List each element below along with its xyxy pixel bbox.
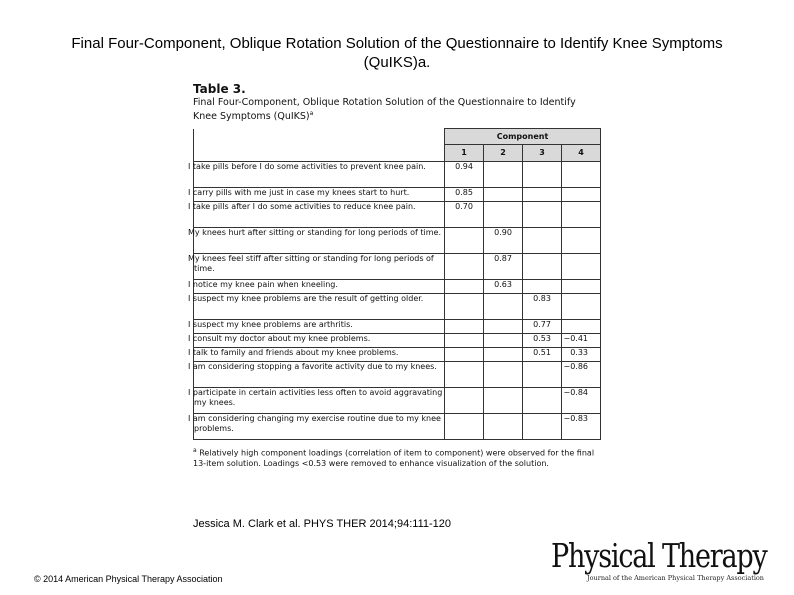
loading-c3 bbox=[523, 188, 562, 202]
loading-c1: 0.70 bbox=[445, 202, 484, 228]
loading-c4 bbox=[562, 280, 601, 294]
loading-c4 bbox=[562, 188, 601, 202]
loading-c1: 0.85 bbox=[445, 188, 484, 202]
loadings-table bbox=[188, 128, 601, 440]
header-row-component bbox=[194, 129, 601, 145]
table-row bbox=[194, 388, 601, 414]
table-figure bbox=[188, 82, 603, 469]
footnote-text: Relatively high component loadings (correlation of item to component) were observed for the final 13-item solution. Loadings <0.53 were removed to enhance visualization of the solution. bbox=[193, 448, 595, 468]
loading-c2 bbox=[484, 362, 523, 388]
loading-c2 bbox=[484, 388, 523, 414]
loading-c2 bbox=[484, 202, 523, 228]
component-header: Component bbox=[445, 129, 601, 145]
loading-c1 bbox=[445, 254, 484, 280]
table-row bbox=[194, 162, 601, 188]
loading-c3 bbox=[523, 162, 562, 188]
table-row bbox=[194, 228, 601, 254]
item-text: I suspect my knee problems are arthritis. bbox=[194, 320, 445, 334]
loading-c1 bbox=[445, 414, 484, 440]
loading-c3 bbox=[523, 202, 562, 228]
table-row bbox=[194, 320, 601, 334]
loading-c2 bbox=[484, 294, 523, 320]
table-row bbox=[194, 202, 601, 228]
item-text: My knees hurt after sitting or standing for long periods of time. bbox=[194, 228, 445, 254]
loading-c4: −0.86 bbox=[562, 362, 601, 388]
item-text: I am considering changing my exercise routine due to my knee problems. bbox=[194, 414, 445, 440]
loading-c1 bbox=[445, 362, 484, 388]
loading-c1 bbox=[445, 320, 484, 334]
loading-c3: 0.77 bbox=[523, 320, 562, 334]
loading-c1 bbox=[445, 280, 484, 294]
component-2-header: 2 bbox=[484, 145, 523, 162]
component-3-header: 3 bbox=[523, 145, 562, 162]
item-text: My knees feel stiff after sitting or standing for long periods of time. bbox=[194, 254, 445, 280]
item-text: I notice my knee pain when kneeling. bbox=[194, 280, 445, 294]
loading-c2 bbox=[484, 162, 523, 188]
loading-c3 bbox=[523, 414, 562, 440]
slide-title: Final Four-Component, Oblique Rotation Solution of the Questionnaire to Identify Knee Symptoms (QuIKS)a. bbox=[71, 35, 723, 71]
loading-c2 bbox=[484, 320, 523, 334]
loading-c2: 0.63 bbox=[484, 280, 523, 294]
table-footnote bbox=[193, 446, 599, 469]
loading-c1: 0.94 bbox=[445, 162, 484, 188]
loading-c2 bbox=[484, 348, 523, 362]
loading-c4: −0.83 bbox=[562, 414, 601, 440]
table-number: Table 3. bbox=[193, 82, 246, 96]
component-4-header: 4 bbox=[562, 145, 601, 162]
loading-c1 bbox=[445, 348, 484, 362]
loading-c2 bbox=[484, 188, 523, 202]
item-text: I participate in certain activities less often to avoid aggravating my knees. bbox=[194, 388, 445, 414]
table-row bbox=[194, 362, 601, 388]
table-row bbox=[194, 348, 601, 362]
item-text: I take pills after I do some activities to reduce knee pain. bbox=[194, 202, 445, 228]
logo-name: Physical Therapy bbox=[551, 536, 767, 575]
loading-c3 bbox=[523, 388, 562, 414]
table-row bbox=[194, 414, 601, 440]
loading-c4 bbox=[562, 320, 601, 334]
loading-c3 bbox=[523, 228, 562, 254]
loading-c4: −0.84 bbox=[562, 388, 601, 414]
loading-c4 bbox=[562, 294, 601, 320]
loading-c4 bbox=[562, 202, 601, 228]
table-caption-marker: a bbox=[309, 110, 314, 117]
item-header-spacer bbox=[194, 129, 445, 162]
loading-c4 bbox=[562, 254, 601, 280]
item-text: I take pills before I do some activities to prevent knee pain. bbox=[194, 162, 445, 188]
loading-c4 bbox=[562, 162, 601, 188]
citation: Jessica M. Clark et al. PHYS THER 2014;94:111-120 bbox=[193, 518, 452, 530]
footnote-marker: a bbox=[193, 447, 197, 455]
loading-c3: 0.53 bbox=[523, 334, 562, 348]
loading-c4: 0.33 bbox=[562, 348, 601, 362]
item-text: I suspect my knee problems are the result of getting older. bbox=[194, 294, 445, 320]
loading-c2 bbox=[484, 414, 523, 440]
component-1-header: 1 bbox=[445, 145, 484, 162]
loading-c3: 0.51 bbox=[523, 348, 562, 362]
table-row bbox=[194, 254, 601, 280]
loading-c3: 0.83 bbox=[523, 294, 562, 320]
table-caption bbox=[193, 97, 593, 122]
loading-c1 bbox=[445, 334, 484, 348]
table-caption-text: Final Four-Component, Oblique Rotation Solution of the Questionnaire to Identify Knee Symptoms (QuIKS) bbox=[193, 97, 576, 123]
journal-logo bbox=[551, 538, 781, 586]
table-row bbox=[194, 294, 601, 320]
loading-c2 bbox=[484, 334, 523, 348]
loading-c1 bbox=[445, 228, 484, 254]
loading-c3 bbox=[523, 362, 562, 388]
loading-c4 bbox=[562, 228, 601, 254]
item-text: I carry pills with me just in case my knees start to hurt. bbox=[194, 188, 445, 202]
table-row bbox=[194, 334, 601, 348]
loading-c2: 0.90 bbox=[484, 228, 523, 254]
item-text: I am considering stopping a favorite activity due to my knees. bbox=[194, 362, 445, 388]
loading-c1 bbox=[445, 388, 484, 414]
loading-c2: 0.87 bbox=[484, 254, 523, 280]
copyright: © 2014 American Physical Therapy Association bbox=[34, 574, 223, 584]
table-row bbox=[194, 280, 601, 294]
loading-c1 bbox=[445, 294, 484, 320]
item-text: I consult my doctor about my knee problems. bbox=[194, 334, 445, 348]
item-text: I talk to family and friends about my knee problems. bbox=[194, 348, 445, 362]
logo-subtitle: Journal of the American Physical Therapy Association bbox=[587, 574, 764, 582]
loading-c3 bbox=[523, 280, 562, 294]
loading-c3 bbox=[523, 254, 562, 280]
table-row bbox=[194, 188, 601, 202]
loading-c4: −0.41 bbox=[562, 334, 601, 348]
